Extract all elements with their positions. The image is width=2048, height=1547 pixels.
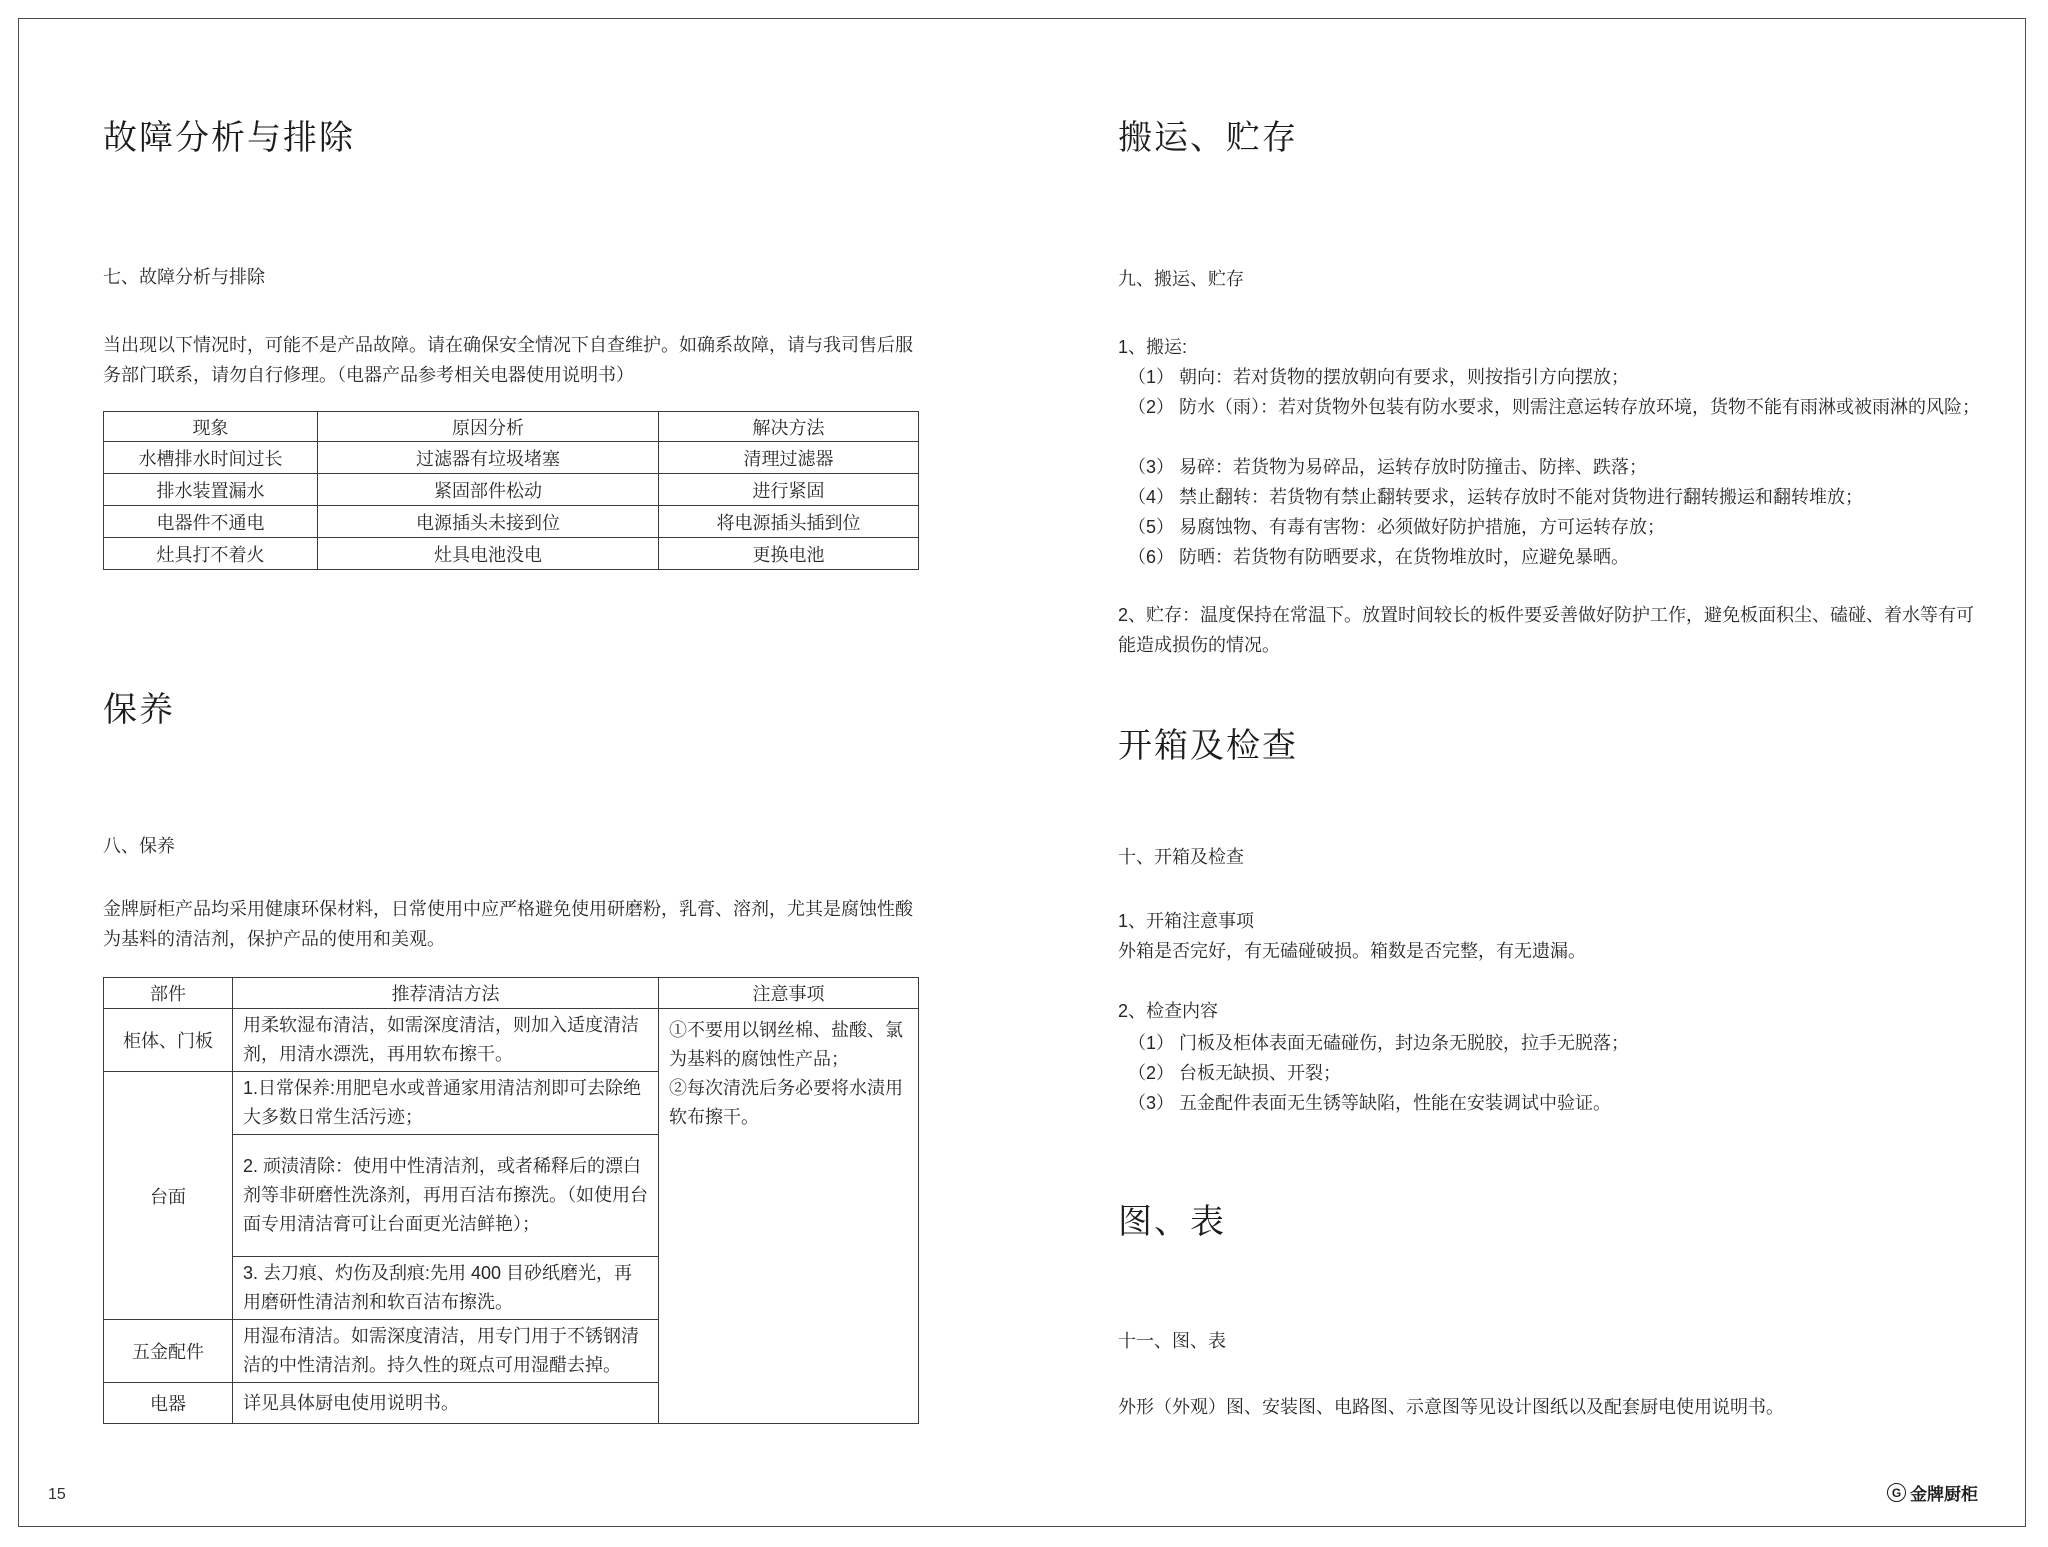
title-care: 保养 <box>103 691 175 729</box>
fault-cell: 电器件不通电 <box>104 506 318 538</box>
fault-col-solution: 解决方法 <box>659 412 919 442</box>
care-intro: 金牌厨柜产品均采用健康环保材料，日常使用中应严格避免使用研磨粉，乳膏、溶剂，尤其是腐蚀性酸为基料的清洁剂，保护产品的使用和美观。 <box>103 899 913 949</box>
transport-item-3: （3） 易碎：若货物为易碎品，运转存放时防撞击、防摔、跌落； <box>1128 457 1648 477</box>
page-number: 15 <box>48 1486 66 1503</box>
unbox-item-2: （2） 台板无缺损、开裂； <box>1128 1063 1342 1083</box>
care-method-cell: 1.日常保养:用肥皂水或普通家用清洁剂即可去除绝大多数日常生活污迹； <box>233 1072 659 1135</box>
brand-logo-icon: G <box>1887 1483 1906 1502</box>
unbox-item-1: （1） 门板及柜体表面无磕碰伤，封边条无脱胶，拉手无脱落； <box>1128 1033 1630 1053</box>
care-col-part: 部件 <box>104 978 233 1009</box>
table-row <box>104 442 919 474</box>
table-row <box>104 506 919 538</box>
title-troubleshooting: 故障分析与排除 <box>103 119 355 157</box>
care-part-cell: 五金配件 <box>104 1320 233 1383</box>
brand-name: 金牌厨柜 <box>1910 1485 1978 1504</box>
brand-footer <box>1887 1480 1978 1505</box>
heading-troubleshooting: 七、故障分析与排除 <box>103 267 265 287</box>
care-method-cell: 详见具体厨电使用说明书。 <box>233 1383 659 1424</box>
care-method-cell: 用湿布清洁。如需深度清洁，用专门用于不锈钢清洁的中性清洁剂。持久性的斑点可用湿醋去掉。 <box>233 1320 659 1383</box>
care-method-cell: 2. 顽渍清除：使用中性清洁剂，或者稀释后的漂白剂等非研磨性洗涤剂，再用百洁布擦洗。（如使用台面专用清洁膏可让台面更光洁鲜艳）； <box>233 1135 659 1257</box>
unbox-item-3: （3） 五金配件表面无生锈等缺陷，性能在安装调试中验证。 <box>1128 1093 1612 1113</box>
unbox-note: 外箱是否完好，有无磕碰破损。箱数是否完整，有无遗漏。 <box>1118 941 1586 961</box>
fault-cell: 更换电池 <box>659 538 919 570</box>
fault-cell: 进行紧固 <box>659 474 919 506</box>
fault-cell: 过滤器有垃圾堵塞 <box>318 442 659 474</box>
care-table-header-row <box>104 978 919 1009</box>
care-table <box>103 977 919 1424</box>
care-col-notes: 注意事项 <box>659 978 919 1009</box>
care-note-2: ②每次清洗后务必要将水渍用软布擦干。 <box>669 1078 903 1127</box>
transport-item-5: （5） 易腐蚀物、有毒有害物：必须做好防护措施，方可运转存放； <box>1128 517 1666 537</box>
fault-table <box>103 411 919 570</box>
heading-figures: 十一、图、表 <box>1118 1331 1226 1351</box>
storage-paragraph: 2、贮存：温度保持在常温下。放置时间较长的板件要妥善做好防护工作，避免板面积尘、磕碰、着水等有可能造成损伤的情况。 <box>1118 605 1975 655</box>
fault-cell: 水槽排水时间过长 <box>104 442 318 474</box>
figures-body: 外形（外观）图、安装图、电路图、示意图等见设计图纸以及配套厨电使用说明书。 <box>1118 1397 1784 1417</box>
heading-transport: 九、搬运、贮存 <box>1118 269 1244 289</box>
fault-col-cause: 原因分析 <box>318 412 659 442</box>
transport-item-2: （2） 防水（雨）：若对货物外包装有防水要求，则需注意运转存放环境，货物不能有雨淋或被雨淋的风险； <box>1128 397 1981 417</box>
fault-cell: 灶具打不着火 <box>104 538 318 570</box>
fault-cell: 排水装置漏水 <box>104 474 318 506</box>
care-part-cell: 台面 <box>104 1072 233 1320</box>
fault-cell: 清理过滤器 <box>659 442 919 474</box>
care-note-1: ①不要用以钢丝棉、盐酸、氯为基料的腐蚀性产品； <box>669 1020 903 1069</box>
transport-item-1: （1） 朝向：若对货物的摆放朝向有要求，则按指引方向摆放； <box>1128 367 1630 387</box>
unbox-sub-2: 2、检查内容 <box>1118 1001 1219 1021</box>
title-transport: 搬运、贮存 <box>1118 119 1298 157</box>
transport-item-4: （4） 禁止翻转：若货物有禁止翻转要求，运转存放时不能对货物进行翻转搬运和翻转堆放； <box>1128 487 1864 507</box>
left-column <box>103 0 918 1547</box>
heading-unbox: 十、开箱及检查 <box>1118 847 1244 867</box>
transport-sub: 1、搬运: <box>1118 337 1188 357</box>
heading-care: 八、保养 <box>103 836 175 856</box>
fault-cell: 灶具电池没电 <box>318 538 659 570</box>
table-row <box>104 474 919 506</box>
care-part-cell: 电器 <box>104 1383 233 1424</box>
unbox-sub-1: 1、开箱注意事项 <box>1118 911 1255 931</box>
care-col-method: 推荐清洁方法 <box>233 978 659 1009</box>
transport-item-6: （6） 防晒：若货物有防晒要求，在货物堆放时，应避免暴晒。 <box>1128 547 1630 567</box>
right-column <box>1118 0 1990 1547</box>
table-row <box>104 538 919 570</box>
fault-cell: 电源插头未接到位 <box>318 506 659 538</box>
care-notes-cell <box>659 1009 919 1424</box>
table-row <box>104 1009 919 1072</box>
fault-cell: 将电源插头插到位 <box>659 506 919 538</box>
care-method-cell: 3. 去刀痕、灼伤及刮痕:先用 400 目砂纸磨光，再用磨研性清洁剂和软百洁布擦洗。 <box>233 1257 659 1320</box>
fault-col-phenomenon: 现象 <box>104 412 318 442</box>
title-figures: 图、表 <box>1118 1203 1226 1241</box>
care-method-cell: 用柔软湿布清洁，如需深度清洁，则加入适度清洁剂，用清水漂洗，再用软布擦干。 <box>233 1009 659 1072</box>
title-unbox: 开箱及检查 <box>1118 727 1298 765</box>
fault-cell: 紧固部件松动 <box>318 474 659 506</box>
troubleshooting-intro: 当出现以下情况时，可能不是产品故障。请在确保安全情况下自查维护。如确系故障，请与我司售后服务部门联系，请勿自行修理。（电器产品参考相关电器使用说明书） <box>103 335 913 385</box>
fault-table-header-row <box>104 412 919 442</box>
care-part-cell: 柜体、门板 <box>104 1009 233 1072</box>
